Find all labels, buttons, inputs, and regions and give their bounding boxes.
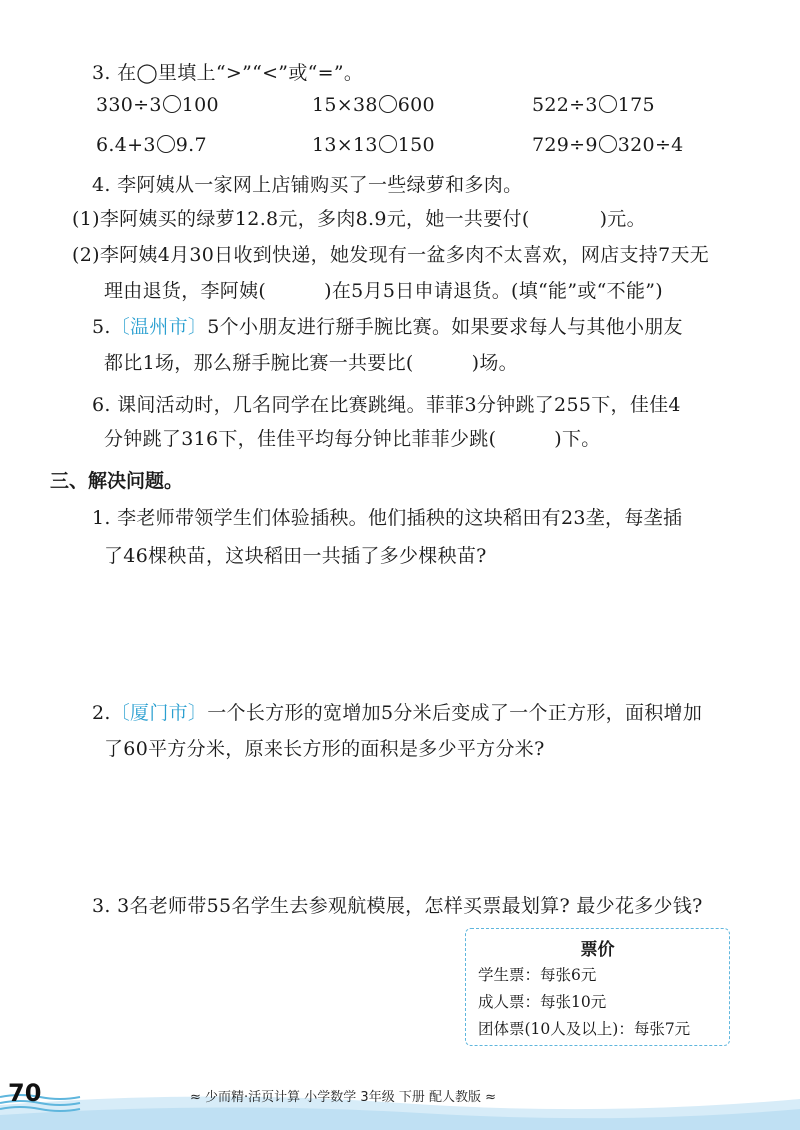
problem1-line1: 1. 李老师带领学生们体验插秧。他们插秧的这块稻田有23垄，每垄插: [92, 507, 683, 529]
footer-text: ≈ 少而精·活页计算 小学数学 3年级 下册 配人教版 ≈: [190, 1090, 496, 1105]
q4-part1: (1)李阿姨买的绿萝12.8元，多肉8.9元，她一共要付( )元。: [72, 208, 646, 230]
price-title: 票价: [580, 940, 615, 960]
answer-circle[interactable]: [599, 95, 617, 113]
q4-title: 4. 李阿姨从一家网上店铺购买了一些绿萝和多肉。: [92, 174, 523, 196]
problem3-line1: 3. 3名老师带55名学生去参观航模展，怎样买票最划算? 最少花多少钱?: [92, 895, 703, 917]
q3-title: 3. 在◯里填上“>”“<”或“=”。: [92, 62, 364, 84]
compare-item: 15×38 600: [312, 94, 435, 116]
region-tag: 〔温州市〕: [110, 316, 208, 338]
compare-item: 13×13 150: [312, 134, 435, 156]
answer-circle[interactable]: [379, 95, 397, 113]
q6-line1: 6. 课间活动时，几名同学在比赛跳绳。菲菲3分钟跳了255下，佳佳4: [92, 394, 681, 416]
q4-part2-line2: 理由退货，李阿姨( )在5月5日申请退货。(填“能”或“不能”): [104, 280, 663, 302]
problem1-line2: 了46棵秧苗，这块稻田一共插了多少棵秧苗?: [104, 545, 487, 567]
q5-line2: 都比1场，那么掰手腕比赛一共要比( )场。: [104, 352, 518, 374]
q5-line1: 5.〔温州市〕5个小朋友进行掰手腕比赛。如果要求每人与其他小朋友: [92, 316, 683, 338]
answer-circle[interactable]: [163, 95, 181, 113]
compare-item: 729÷9 320÷4: [532, 134, 684, 156]
price-row: 团体票(10人及以上)：每张7元: [478, 1020, 691, 1038]
answer-circle[interactable]: [157, 135, 175, 153]
page-number: 70: [8, 1079, 42, 1107]
price-row: 学生票：每张6元: [478, 966, 597, 984]
compare-item: 522÷3 175: [532, 94, 655, 116]
section-heading: 三、解决问题。: [50, 470, 184, 492]
problem2-line1: 2.〔厦门市〕一个长方形的宽增加5分米后变成了一个正方形，面积增加: [92, 702, 703, 724]
q4-part2-line1: (2)李阿姨4月30日收到快递，她发现有一盆多肉不太喜欢，网店支持7天无: [72, 244, 710, 266]
price-row: 成人票：每张10元: [478, 993, 607, 1011]
problem2-line2: 了60平方分米，原来长方形的面积是多少平方分米?: [104, 738, 545, 760]
q6-line2: 分钟跳了316下，佳佳平均每分钟比菲菲少跳( )下。: [104, 428, 601, 450]
region-tag: 〔厦门市〕: [110, 702, 208, 724]
compare-item: 330÷3 100: [96, 94, 219, 116]
answer-circle[interactable]: [599, 135, 617, 153]
ticket-price-box: [465, 928, 730, 1046]
answer-circle[interactable]: [379, 135, 397, 153]
compare-item: 6.4+3 9.7: [96, 134, 207, 156]
